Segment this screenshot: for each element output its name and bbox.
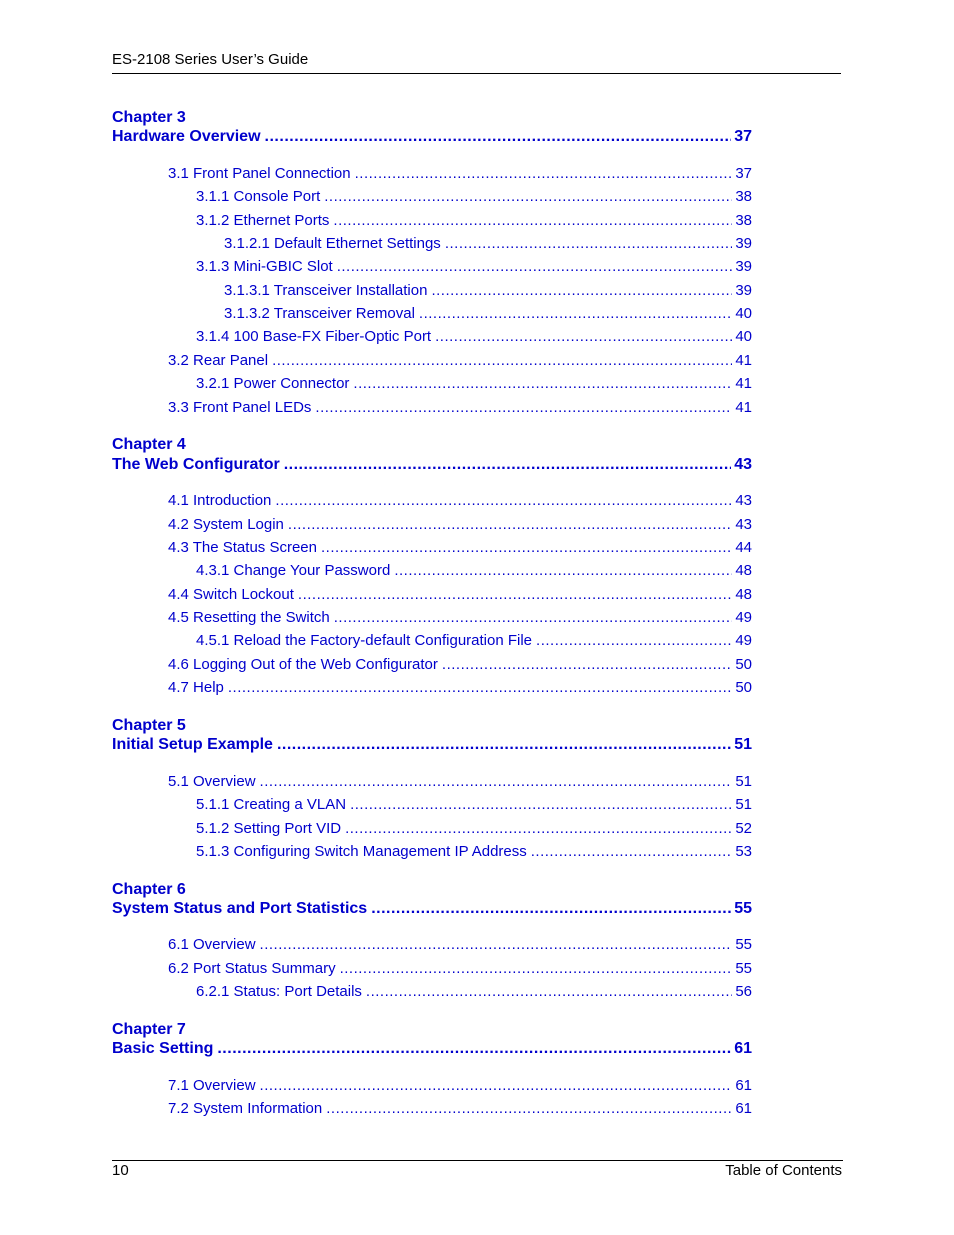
dot-leader	[355, 165, 733, 183]
dot-leader	[260, 1077, 733, 1095]
dot-leader	[531, 843, 733, 861]
section-title: 3.1.1 Console Port	[196, 188, 321, 205]
toc-section-link[interactable]	[196, 796, 752, 814]
footer-page-number: 10	[112, 1162, 129, 1179]
page-number: 39	[735, 235, 752, 252]
section-title: 7.2 System Information	[168, 1100, 323, 1117]
header-title: ES-2108 Series User’s Guide	[112, 51, 309, 68]
section-title: 3.1.4 100 Base-FX Fiber-Optic Port	[196, 328, 432, 345]
toc-section-link[interactable]	[196, 632, 752, 650]
toc-section-link[interactable]	[196, 258, 752, 276]
chapter-title: The Web Configurator	[112, 456, 280, 473]
section-title: 3.2.1 Power Connector	[196, 375, 350, 392]
toc-section-link[interactable]	[168, 656, 752, 674]
section-title: 3.1.2.1 Default Ethernet Settings	[224, 235, 441, 252]
page-number: 50	[735, 656, 752, 673]
dot-leader	[324, 188, 732, 206]
toc-section-link[interactable]	[168, 165, 752, 183]
dot-leader	[345, 820, 732, 838]
dot-leader	[333, 212, 732, 230]
section-title: 6.2 Port Status Summary	[168, 960, 336, 977]
toc-section-link[interactable]	[168, 516, 752, 534]
dot-leader	[435, 328, 732, 346]
dot-leader	[340, 960, 733, 978]
toc-section-link[interactable]	[196, 820, 752, 838]
section-title: 7.1 Overview	[168, 1077, 256, 1094]
dot-leader	[326, 1100, 732, 1118]
section-title: 4.2 System Login	[168, 516, 284, 533]
dot-leader	[366, 983, 732, 1001]
page-number: 51	[735, 773, 752, 790]
page-number: 53	[735, 843, 752, 860]
footer-section-title: Table of Contents	[725, 1162, 842, 1179]
page-number: 41	[735, 399, 752, 416]
page-number: 61	[735, 1100, 752, 1117]
toc-section-link[interactable]	[196, 212, 752, 230]
dot-leader	[298, 586, 732, 604]
page-number: 51	[735, 796, 752, 813]
page-number: 56	[735, 983, 752, 1000]
page-number: 61	[734, 1040, 752, 1057]
section-title: 5.1 Overview	[168, 773, 256, 790]
dot-leader	[445, 235, 733, 253]
page-number: 38	[735, 212, 752, 229]
dot-leader	[431, 282, 732, 300]
page-number: 38	[735, 188, 752, 205]
toc-section-link[interactable]	[196, 188, 752, 206]
section-title: 4.1 Introduction	[168, 492, 272, 509]
page-number: 51	[734, 736, 752, 753]
dot-leader	[337, 258, 733, 276]
toc-section-link[interactable]	[168, 609, 752, 627]
page-number: 37	[735, 165, 752, 182]
toc-section-link[interactable]	[168, 773, 752, 791]
toc-section-link[interactable]	[168, 399, 752, 417]
toc-section-link[interactable]	[196, 328, 752, 346]
chapter-label: Chapter 5	[112, 717, 186, 734]
toc-section-link[interactable]	[168, 539, 752, 557]
dot-leader	[419, 305, 732, 323]
chapter-label: Chapter 4	[112, 436, 186, 453]
toc-chapter-link[interactable]	[112, 1039, 752, 1059]
page-number: 48	[735, 562, 752, 579]
page-number: 61	[735, 1077, 752, 1094]
dot-leader	[217, 1039, 731, 1059]
page-number: 39	[735, 258, 752, 275]
section-title: 5.1.3 Configuring Switch Management IP Address	[196, 843, 527, 860]
page-number: 37	[734, 128, 752, 145]
dot-leader	[315, 399, 732, 417]
dot-leader	[265, 127, 732, 147]
section-title: 4.6 Logging Out of the Web Configurator	[168, 656, 438, 673]
section-title: 4.7 Help	[168, 679, 224, 696]
dot-leader	[321, 539, 732, 557]
dot-leader	[536, 632, 732, 650]
toc-section-link[interactable]	[196, 983, 752, 1001]
toc-section-link[interactable]	[168, 586, 752, 604]
page-number: 43	[735, 492, 752, 509]
section-title: 3.1 Front Panel Connection	[168, 165, 351, 182]
section-title: 5.1.1 Creating a VLAN	[196, 796, 347, 813]
dot-leader	[394, 562, 732, 580]
page-number: 39	[735, 282, 752, 299]
dot-leader	[353, 375, 732, 393]
section-title: 3.1.3.1 Transceiver Installation	[224, 282, 428, 299]
toc-section-link[interactable]	[224, 235, 752, 253]
toc-chapter-link[interactable]	[112, 899, 752, 919]
toc-section-link[interactable]	[168, 679, 752, 697]
footer-rule	[112, 1160, 843, 1161]
toc-section-link[interactable]	[168, 352, 752, 370]
page-number: 50	[735, 679, 752, 696]
page-number: 55	[734, 900, 752, 917]
toc-section-link[interactable]	[224, 305, 752, 323]
page-number: 40	[735, 328, 752, 345]
dot-leader	[277, 735, 731, 755]
toc-section-link[interactable]	[168, 960, 752, 978]
toc-section-link[interactable]	[168, 1077, 752, 1095]
chapter-title: System Status and Port Statistics	[112, 900, 368, 917]
chapter-title: Initial Setup Example	[112, 736, 273, 753]
toc-section-link[interactable]	[196, 843, 752, 861]
chapter-title: Basic Setting	[112, 1040, 214, 1057]
toc-section-link[interactable]	[196, 562, 752, 580]
chapter-label: Chapter 6	[112, 881, 186, 898]
page-number: 49	[735, 609, 752, 626]
toc-chapter-link[interactable]	[112, 735, 752, 755]
section-title: 3.3 Front Panel LEDs	[168, 399, 312, 416]
section-title: 5.1.2 Setting Port VID	[196, 820, 342, 837]
dot-leader	[275, 492, 732, 510]
section-title: 4.4 Switch Lockout	[168, 586, 294, 603]
toc-section-link[interactable]	[168, 1100, 752, 1118]
page-number: 52	[735, 820, 752, 837]
chapter-label: Chapter 7	[112, 1021, 186, 1038]
page-number: 55	[735, 960, 752, 977]
page-number: 43	[735, 516, 752, 533]
chapter-label: Chapter 3	[112, 109, 186, 126]
dot-leader	[260, 936, 733, 954]
page-number: 48	[735, 586, 752, 603]
dot-leader	[334, 609, 733, 627]
toc-section-link[interactable]	[224, 282, 752, 300]
dot-leader	[228, 679, 732, 697]
section-title: 3.1.3.2 Transceiver Removal	[224, 305, 415, 322]
toc-section-link[interactable]	[196, 375, 752, 393]
toc-section-link[interactable]	[168, 936, 752, 954]
section-title: 4.5 Resetting the Switch	[168, 609, 330, 626]
page-number: 40	[735, 305, 752, 322]
section-title: 4.5.1 Reload the Factory-default Configuration File	[196, 632, 533, 649]
dot-leader	[350, 796, 732, 814]
page-number: 55	[735, 936, 752, 953]
dot-leader	[288, 516, 732, 534]
toc-section-link[interactable]	[168, 492, 752, 510]
section-title: 3.2 Rear Panel	[168, 352, 269, 369]
dot-leader	[442, 656, 732, 674]
page-number: 41	[735, 352, 752, 369]
section-title: 3.1.2 Ethernet Ports	[196, 212, 330, 229]
page-number: 43	[734, 456, 752, 473]
page-number: 49	[735, 632, 752, 649]
chapter-title: Hardware Overview	[112, 128, 261, 145]
dot-leader	[272, 352, 732, 370]
page-number: 44	[735, 539, 752, 556]
page-number: 41	[735, 375, 752, 392]
dot-leader	[371, 899, 731, 919]
section-title: 4.3 The Status Screen	[168, 539, 317, 556]
dot-leader	[284, 455, 732, 475]
section-title: 6.2.1 Status: Port Details	[196, 983, 362, 1000]
toc-chapter-link[interactable]	[112, 127, 752, 147]
section-title: 4.3.1 Change Your Password	[196, 562, 391, 579]
section-title: 3.1.3 Mini-GBIC Slot	[196, 258, 333, 275]
section-title: 6.1 Overview	[168, 936, 256, 953]
toc-chapter-link[interactable]	[112, 455, 752, 475]
dot-leader	[260, 773, 733, 791]
